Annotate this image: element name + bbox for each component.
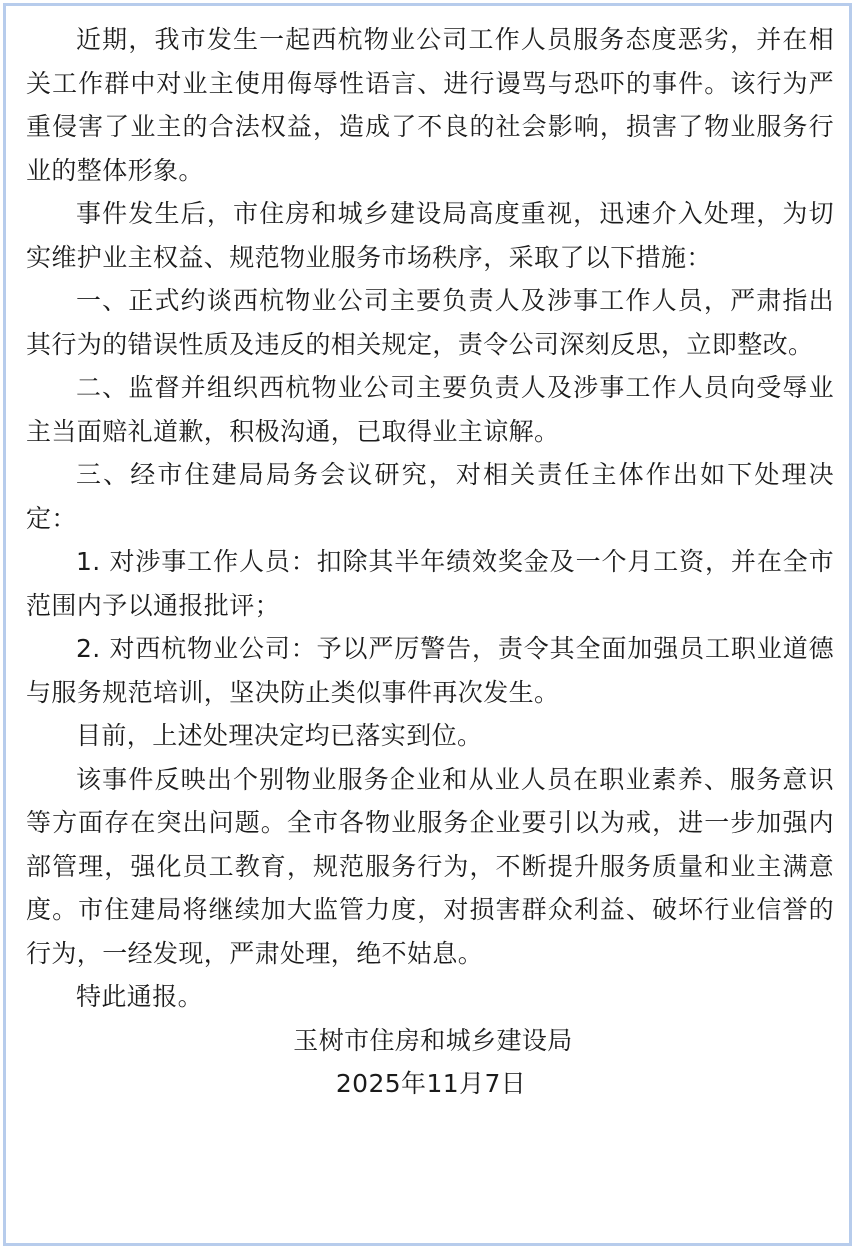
paragraph-response: 事件发生后，市住房和城乡建设局高度重视，迅速介入处理，为切实维护业主权益、规范物业服务市场秩序，采取了以下措施： (26, 199, 834, 272)
signature-organization: 玉树市住房和城乡建设局 (293, 1025, 573, 1055)
paragraph-decision-2: 2. 对西杭物业公司：予以严厉警告，责令其全面加强员工职业道德与服务规范培训，坚决防止类似事件再次发生。 (26, 634, 834, 707)
paragraph-closing: 特此通报。 (76, 982, 204, 1011)
paragraph-measure-1: 一、正式约谈西杭物业公司主要负责人及涉事工作人员，严肃指出其行为的错误性质及违反的相关规定，责令公司深刻反思，立即整改。 (26, 286, 834, 359)
notice-body (26, 18, 834, 1106)
paragraph-incident: 近期，我市发生一起西杭物业公司工作人员服务态度恶劣，并在相关工作群中对业主使用侮辱性语言、进行谩骂与恐吓的事件。该行为严重侵害了业主的合法权益，造成了不良的社会影响，损害了物业服务行业的整体形象。 (26, 25, 834, 185)
paragraph-status: 目前，上述处理决定均已落实到位。 (76, 721, 483, 750)
paragraph-measure-2: 二、监督并组织西杭物业公司主要负责人及涉事工作人员向受辱业主当面赔礼道歉，积极沟通，已取得业主谅解。 (26, 373, 834, 446)
paragraph-decision-1: 1. 对涉事工作人员：扣除其半年绩效奖金及一个月工资，并在全市范围内予以通报批评； (26, 547, 834, 620)
paragraph-measure-3: 三、经市住建局局务会议研究，对相关责任主体作出如下处理决定： (26, 460, 834, 533)
paragraph-warning: 该事件反映出个别物业服务企业和从业人员在职业素养、服务意识等方面存在突出问题。全市各物业服务企业要引以为戒，进一步加强内部管理，强化员工教育，规范服务行为，不断提升服务质量和业主满意度。市住建局将继续加大监管力度，对损害群众利益、破坏行业信誉的行为，一经发现，严肃处理，绝不姑息。 (26, 764, 834, 968)
signature-date: 2025年11月7日 (335, 1069, 527, 1098)
notice-frame (3, 3, 852, 1246)
